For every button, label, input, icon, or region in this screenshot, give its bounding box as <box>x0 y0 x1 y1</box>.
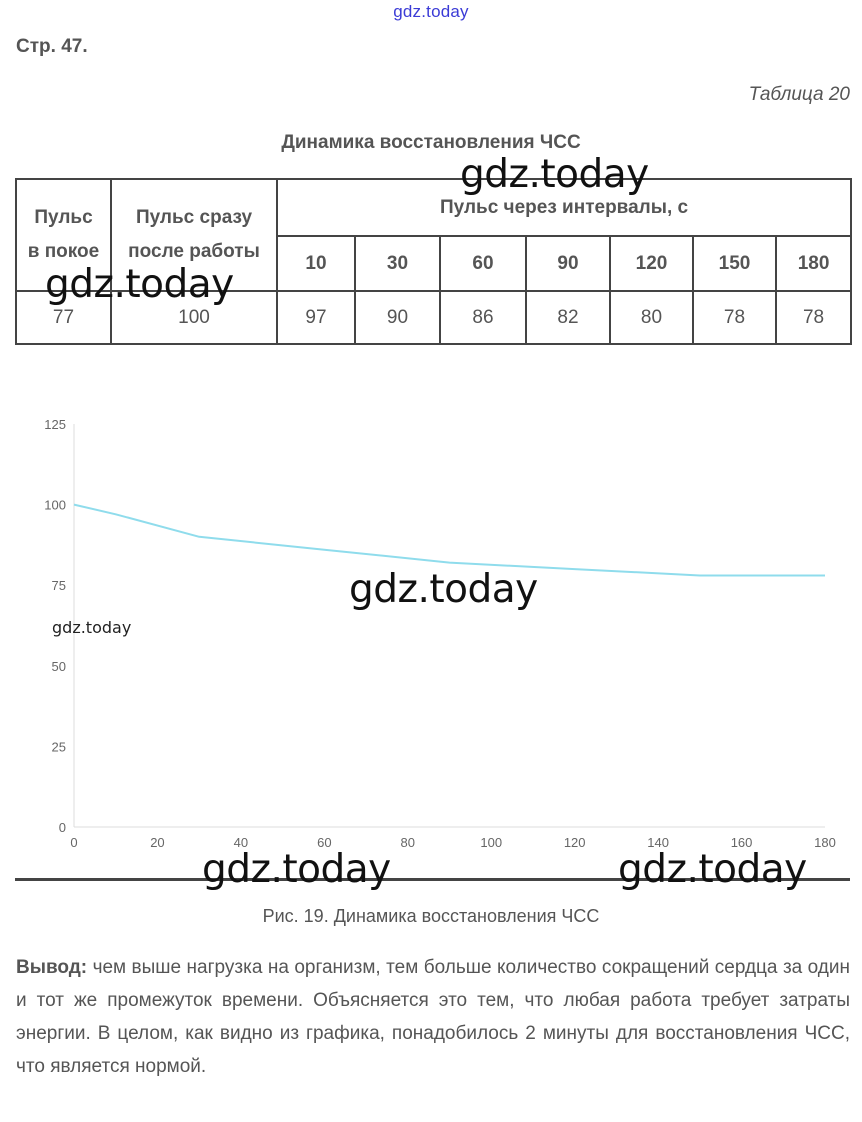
heart-rate-table <box>15 178 852 345</box>
header-interval-10: 10 <box>277 236 355 291</box>
cell-value: 82 <box>526 291 610 344</box>
x-tick-label: 180 <box>814 835 836 850</box>
cell-value: 90 <box>355 291 440 344</box>
cell-value: 80 <box>610 291 693 344</box>
watermark-top: gdz.today <box>393 2 469 21</box>
y-tick-label: 25 <box>51 739 66 755</box>
y-tick-label: 125 <box>44 417 66 432</box>
x-tick-label: 20 <box>150 835 165 850</box>
cell-value: 78 <box>776 291 851 344</box>
watermark: gdz.today <box>45 262 234 307</box>
header-interval-120: 120 <box>610 236 693 291</box>
watermark: gdz.today <box>618 847 807 892</box>
header-interval-90: 90 <box>526 236 610 291</box>
conclusion-label: Вывод: <box>16 957 88 978</box>
header-interval-30: 30 <box>355 236 440 291</box>
figure-caption: Рис. 19. Динамика восстановления ЧСС <box>262 906 600 926</box>
x-tick-label: 140 <box>647 835 669 850</box>
cell-value: 86 <box>440 291 526 344</box>
header-intervals: Пульс через интервалы, с <box>277 179 851 236</box>
header-interval-150: 150 <box>693 236 776 291</box>
page-number: Стр. 47. <box>16 36 88 57</box>
header-rest-pulse: Пульс в покое <box>16 179 111 291</box>
watermark: gdz.today <box>52 618 132 637</box>
divider <box>15 878 850 881</box>
x-tick-label: 40 <box>233 835 249 850</box>
x-tick-label: 80 <box>400 835 416 850</box>
table-label: Таблица 20 <box>748 84 850 105</box>
x-tick-label: 160 <box>730 835 753 850</box>
y-tick-label: 75 <box>51 578 66 594</box>
conclusion-text: чем выше нагрузка на организм, тем больше количество сокращений сердца за один и тот же промежуток времени. Объясняется это тем, что любая работа требует затраты энергии. В целом, как видно из графика, понадобилось 2 минуты для восстановления ЧСС, что является нормой. <box>16 957 850 1077</box>
x-tick-label: 60 <box>317 835 332 850</box>
series <box>74 505 825 576</box>
x-tick-label: 120 <box>563 835 586 850</box>
y-tick-label: 100 <box>44 497 66 513</box>
conclusion <box>16 951 850 1083</box>
cell-after: 100 <box>111 291 277 344</box>
watermark: gdz.today <box>349 567 538 612</box>
watermark: gdz.today <box>460 152 649 197</box>
x-axis <box>70 827 835 850</box>
header-interval-60: 60 <box>440 236 526 291</box>
table-row <box>16 291 851 344</box>
cell-value: 97 <box>277 291 355 344</box>
watermark: gdz.today <box>202 847 391 892</box>
x-tick-label: 100 <box>480 835 503 850</box>
x-tick-label: 0 <box>70 835 78 850</box>
table-title: Динамика восстановления ЧСС <box>281 132 581 153</box>
cell-rest: 77 <box>16 291 111 344</box>
y-tick-label: 50 <box>51 658 66 674</box>
cell-value: 78 <box>693 291 776 344</box>
header-interval-180: 180 <box>776 236 851 291</box>
series-line <box>74 505 825 576</box>
y-tick-label: 0 <box>58 820 66 835</box>
header-after-work-pulse: Пульс сразу после работы <box>111 179 277 291</box>
